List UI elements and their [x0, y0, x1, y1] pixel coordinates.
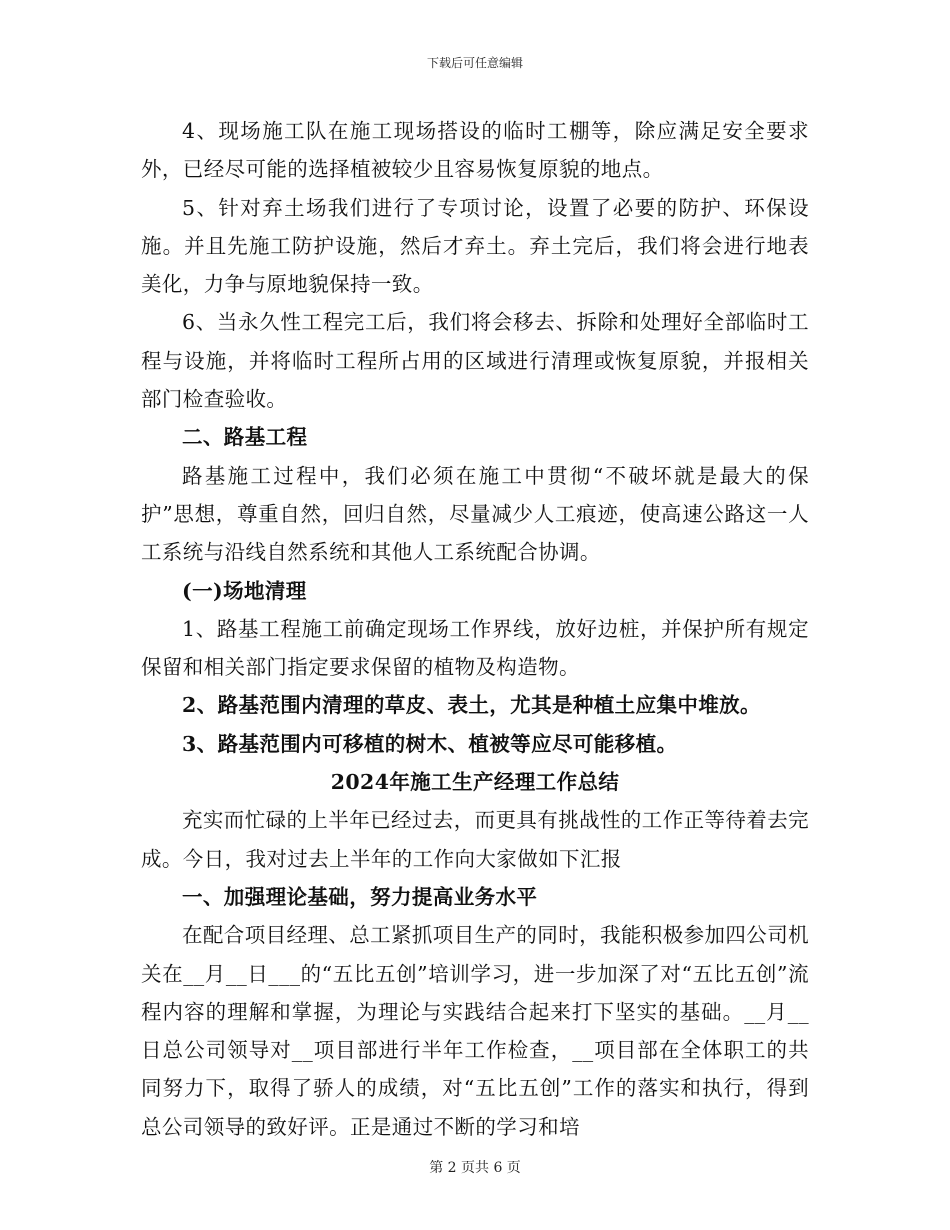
document-body	[141, 112, 809, 1146]
paragraph-item-5: 5、针对弃土场我们进行了专项讨论，设置了必要的防护、环保设施。并且先施工防护设施，然后才弃土。弃土完后，我们将会进行地表美化，力争与原地貌保持一致。	[141, 195, 809, 297]
paragraph-roadbed-intro: 路基施工过程中，我们必须在施工中贯彻“不破坏就是最大的保护”思想，尊重自然，回归自然，尽量减少人工痕迹，使高速公路这一人工系统与沿线自然系统和其他人工系统配合协调。	[141, 463, 809, 565]
section-heading-theory: 一、加强理论基础，努力提高业务水平	[182, 884, 538, 909]
paragraph-clearing-3: 3、路基范围内可移植的树木、植被等应尽可能移植。	[182, 731, 678, 756]
paragraph-clearing-2: 2、路基范围内清理的草皮、表土，尤其是种植土应集中堆放。	[182, 693, 761, 718]
paragraph-item-6: 6、当永久性工程完工后，我们将会移去、拆除和处理好全部临时工程与设施，并将临时工程所占用的区域进行清理或恢复原貌，并报相关部门检查验收。	[141, 310, 809, 412]
paragraph-theory-body: 在配合项目经理、总工紧抓项目生产的同时，我能积极参加四公司机关在__月__日___的“五比五创”培训学习，进一步加深了对“五比五创”流程内容的理解和掌握，为理论与实践结合起来打下坚实的基础。__月__日总公司领导对__项目部进行半年工作检查，__项目部在全体职工的共同努力下，取得了骄人的成绩，对“五比五创”工作的落实和执行，得到总公司领导的致好评。正是通过不断的学习和培	[141, 923, 809, 1139]
section-heading-roadbed: 二、路基工程	[182, 425, 308, 450]
paragraph-item-4: 4、现场施工队在施工现场搭设的临时工棚等，除应满足安全要求外，已经尽可能的选择植被较少且容易恢复原貌的地点。	[141, 119, 809, 182]
page-footer: 第 2 页共 6 页	[429, 1160, 521, 1176]
document-title: 2024年施工生产经理工作总结	[330, 770, 620, 795]
paragraph-clearing-1: 1、路基工程施工前确定现场工作界线，放好边桩，并保护所有规定保留和相关部门指定要求保留的植物及构造物。	[141, 616, 809, 680]
page-header: 下载后可任意编辑	[426, 56, 523, 70]
subsection-heading-site-clearing: (一)场地清理	[182, 578, 307, 603]
paragraph-summary-intro: 充实而忙碌的上半年已经过去，而更具有挑战性的工作正等待着去完成。今日，我对过去上半年的工作向大家做如下汇报	[141, 808, 809, 871]
